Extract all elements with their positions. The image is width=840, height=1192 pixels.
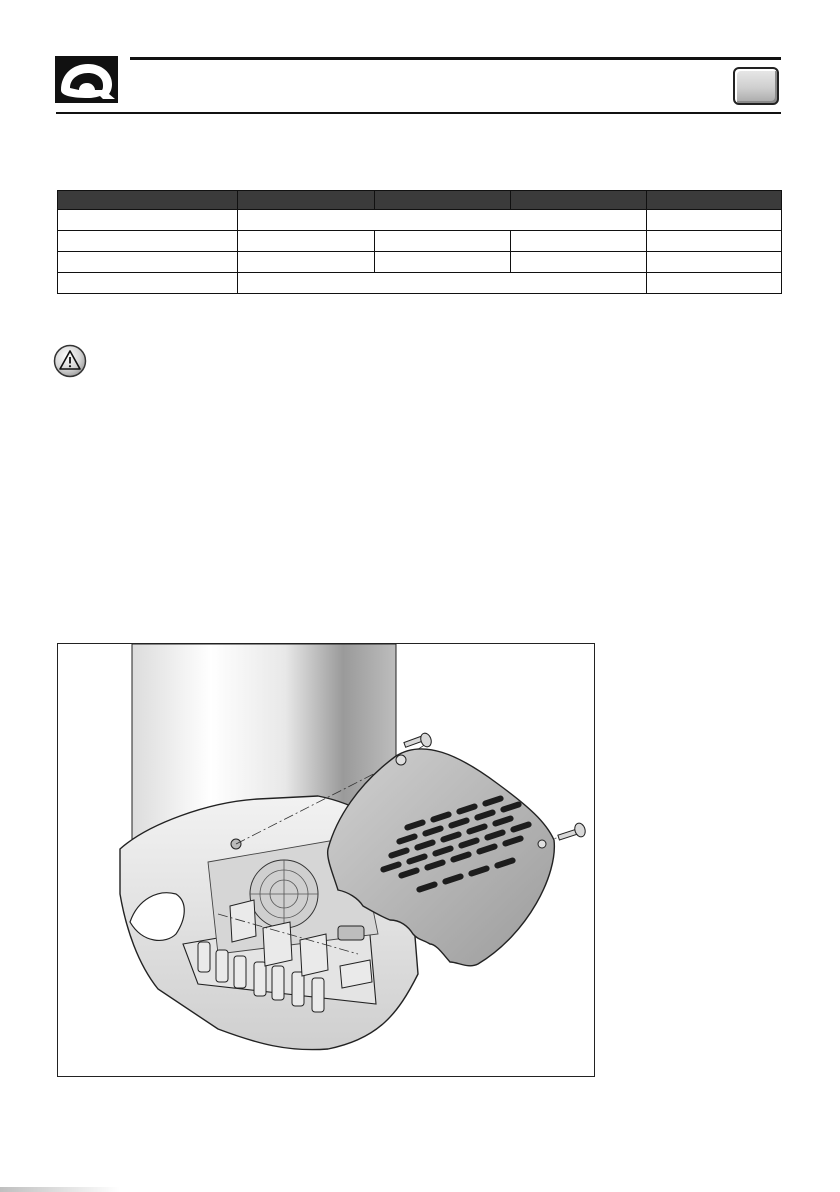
- screw-top: [404, 732, 433, 749]
- table-row: [58, 210, 782, 231]
- warning-triangle-icon: [53, 344, 87, 378]
- table-cell: [511, 231, 647, 252]
- table-header-cell: [647, 191, 782, 210]
- table-cell: [58, 231, 238, 252]
- table-cell: [647, 273, 782, 294]
- table-cell: [375, 252, 511, 273]
- table-header-row: [58, 191, 782, 210]
- table-row: [58, 231, 782, 252]
- header-top-rule: [130, 57, 781, 60]
- table-cell-merged: [238, 273, 647, 294]
- spec-table: [57, 190, 782, 294]
- table-header-cell: [58, 191, 238, 210]
- screw-right: [558, 822, 587, 840]
- language-tab[interactable]: [733, 67, 779, 105]
- q-logo-icon: [55, 56, 118, 103]
- illustration-svg: [58, 644, 595, 1077]
- table-cell: [511, 252, 647, 273]
- table-cell: [647, 231, 782, 252]
- header-bottom-rule: [56, 112, 781, 114]
- table-cell: [58, 273, 238, 294]
- table-cell: [58, 210, 238, 231]
- table-cell: [375, 231, 511, 252]
- page-edge-shadow: [0, 1187, 120, 1192]
- table-header-cell: [375, 191, 511, 210]
- table-cell: [238, 231, 375, 252]
- table-cell: [647, 252, 782, 273]
- table-header-cell: [238, 191, 375, 210]
- table-cell: [238, 252, 375, 273]
- table-cell-merged: [238, 210, 647, 231]
- table-cell: [58, 252, 238, 273]
- table-cell: [647, 210, 782, 231]
- cover-removal-illustration: [57, 643, 595, 1077]
- table-row: [58, 273, 782, 294]
- table-header-cell: [511, 191, 647, 210]
- table-row: [58, 252, 782, 273]
